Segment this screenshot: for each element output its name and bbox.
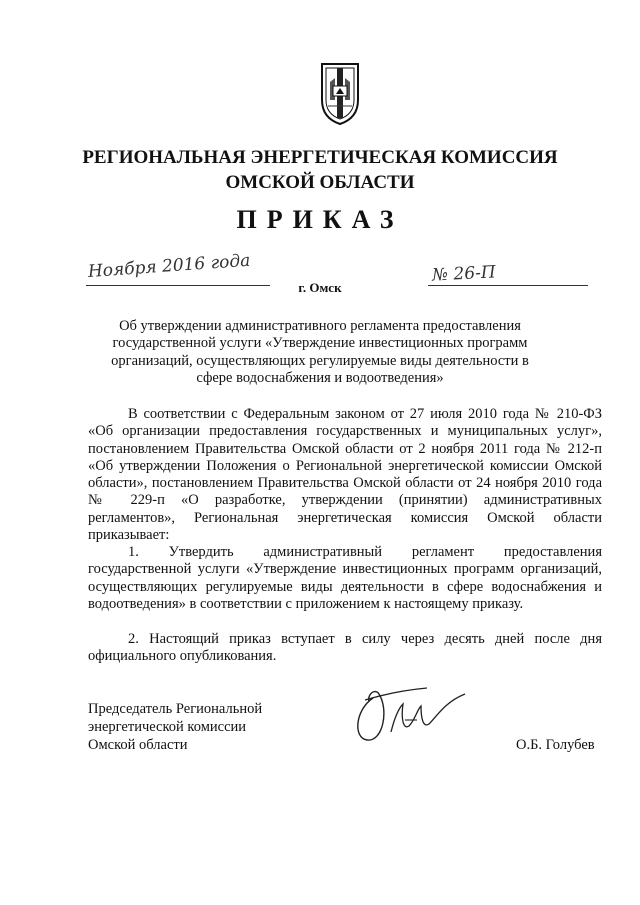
handwritten-date: Ноября 2016 года — [87, 250, 251, 282]
omsk-coat-of-arms-icon — [318, 60, 362, 126]
handwritten-number: № 26-П — [431, 262, 497, 286]
body-paragraph-1: В соответствии с Федеральным законом от 27 июля 2010 года № 210-ФЗ «Об организации предоставления государственных и муниципальных услуг», постановлением Правительства Омской области от 2 ноября 2011 года № 212-п «Об утверждении Положения о Региональной энергетической комиссии Омской области», постановлением Правительства Омской области от 24 ноября 2010 года № 229-п «О разработке, утверждении (принятии) административных регламентов», Региональная энергетическая комиссия Омской области приказывает: — [88, 406, 602, 544]
signatory-title-line-1: Председатель Региональной — [88, 701, 263, 717]
date-underline — [86, 285, 270, 286]
signatory-title-line-3: Омской области — [88, 737, 188, 753]
signatory-title — [88, 700, 262, 754]
body-paragraph-2: 1. Утвердить административный регламент предоставления государственной услуги «Утверждение инвестиционных программ организаций, осуществляющих регулируемые виды деятельности в сфере водоснабжения и водоотведения» в соответствии с приложением к настоящему приказу. — [88, 544, 602, 612]
city-label: г. Омск — [298, 280, 342, 295]
number-underline — [428, 285, 588, 286]
handwritten-signature — [345, 680, 485, 750]
body-paragraph-3: 2. Настоящий приказ вступает в силу через десять дней после дня официального опубликования. — [88, 631, 602, 665]
document-subject: Об утверждении административного регламента предоставления государственной услуги «Утверждение инвестиционных программ организаций, осуществляющих регулируемые виды деятельности в сфере водоснабжения и водоотведения» — [111, 318, 529, 386]
organization-name-line-1: РЕГИОНАЛЬНАЯ ЭНЕРГЕТИЧЕСКАЯ КОМИССИЯ — [82, 147, 558, 168]
signatory-title-line-2: энергетической комиссии — [88, 719, 247, 735]
document-title: ПРИКАЗ — [236, 205, 404, 234]
signer-name: О.Б. Голубев — [516, 737, 595, 753]
organization-name-line-2: ОМСКОЙ ОБЛАСТИ — [225, 172, 415, 193]
